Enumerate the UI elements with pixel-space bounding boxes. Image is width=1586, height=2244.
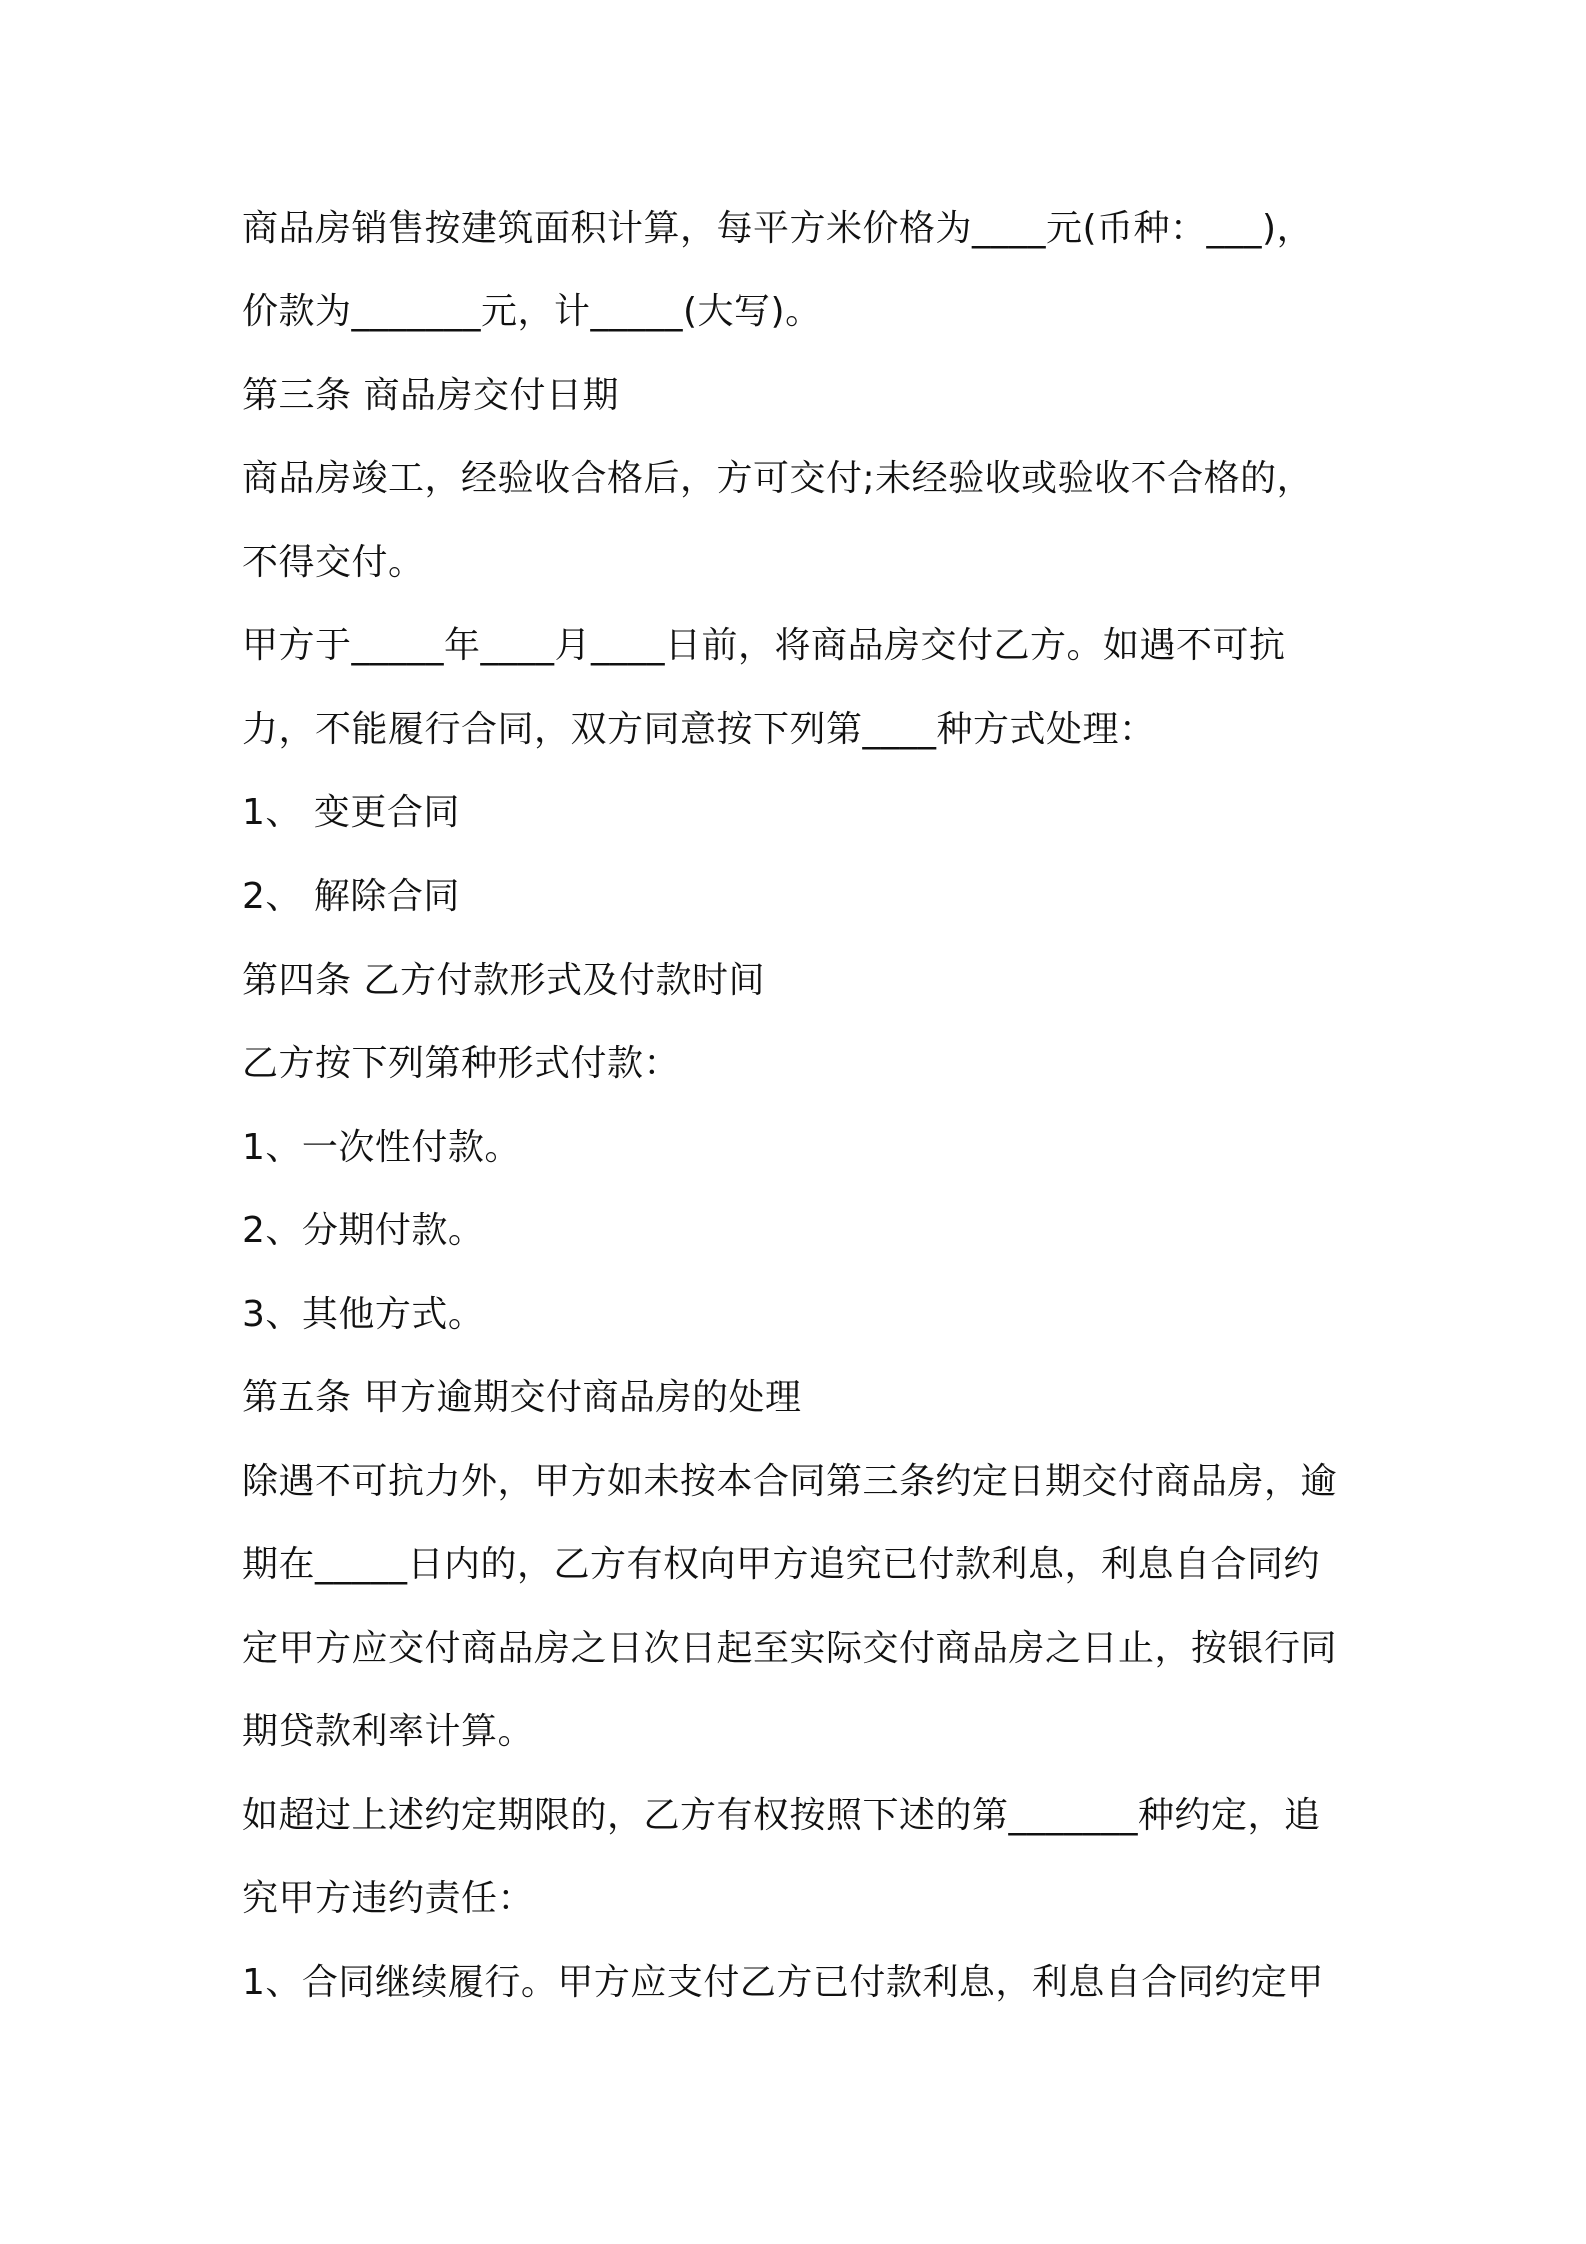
list-item: 2、分期付款。 [242,1210,485,1251]
text-line: 力，不能履行合同，双方同意按下列第____种方式处理： [242,709,1156,750]
text-line: 商品房销售按建筑面积计算，每平方米价格为____元(币种：___)， [242,208,1314,249]
text-line: 不得交付。 [242,542,425,583]
text-line: 期在_____日内的，乙方有权向甲方追究已付款利息，利息自合同约 [242,1544,1321,1585]
list-item: 2、 解除合同 [242,876,460,917]
list-item: 3、其他方式。 [242,1294,485,1335]
text-line: 乙方按下列第种形式付款： [242,1043,681,1084]
text-line: 商品房竣工，经验收合格后，方可交付;未经验收或验收不合格的， [242,458,1314,499]
text-line: 除遇不可抗力外，甲方如未按本合同第三条约定日期交付商品房，逾 [242,1461,1338,1502]
section-heading: 第五条 甲方逾期交付商品房的处理 [242,1377,802,1418]
text-line: 如超过上述约定期限的，乙方有权按照下述的第_______种约定，追 [242,1795,1321,1836]
list-item: 1、一次性付款。 [242,1127,521,1168]
text-line: 价款为_______元，计_____(大写)。 [242,291,822,332]
list-item: 1、 变更合同 [242,792,460,833]
text-line: 定甲方应交付商品房之日次日起至实际交付商品房之日止，按银行同 [242,1628,1338,1669]
text-line: 期贷款利率计算。 [242,1711,535,1752]
section-heading: 第四条 乙方付款形式及付款时间 [242,960,765,1001]
list-item: 1、合同继续履行。甲方应支付乙方已付款利息，利息自合同约定甲 [242,1962,1324,2003]
section-heading: 第三条 商品房交付日期 [242,375,619,416]
text-line: 甲方于_____年____月____日前，将商品房交付乙方。如遇不可抗 [242,625,1286,666]
text-line: 究甲方违约责任： [242,1878,535,1919]
